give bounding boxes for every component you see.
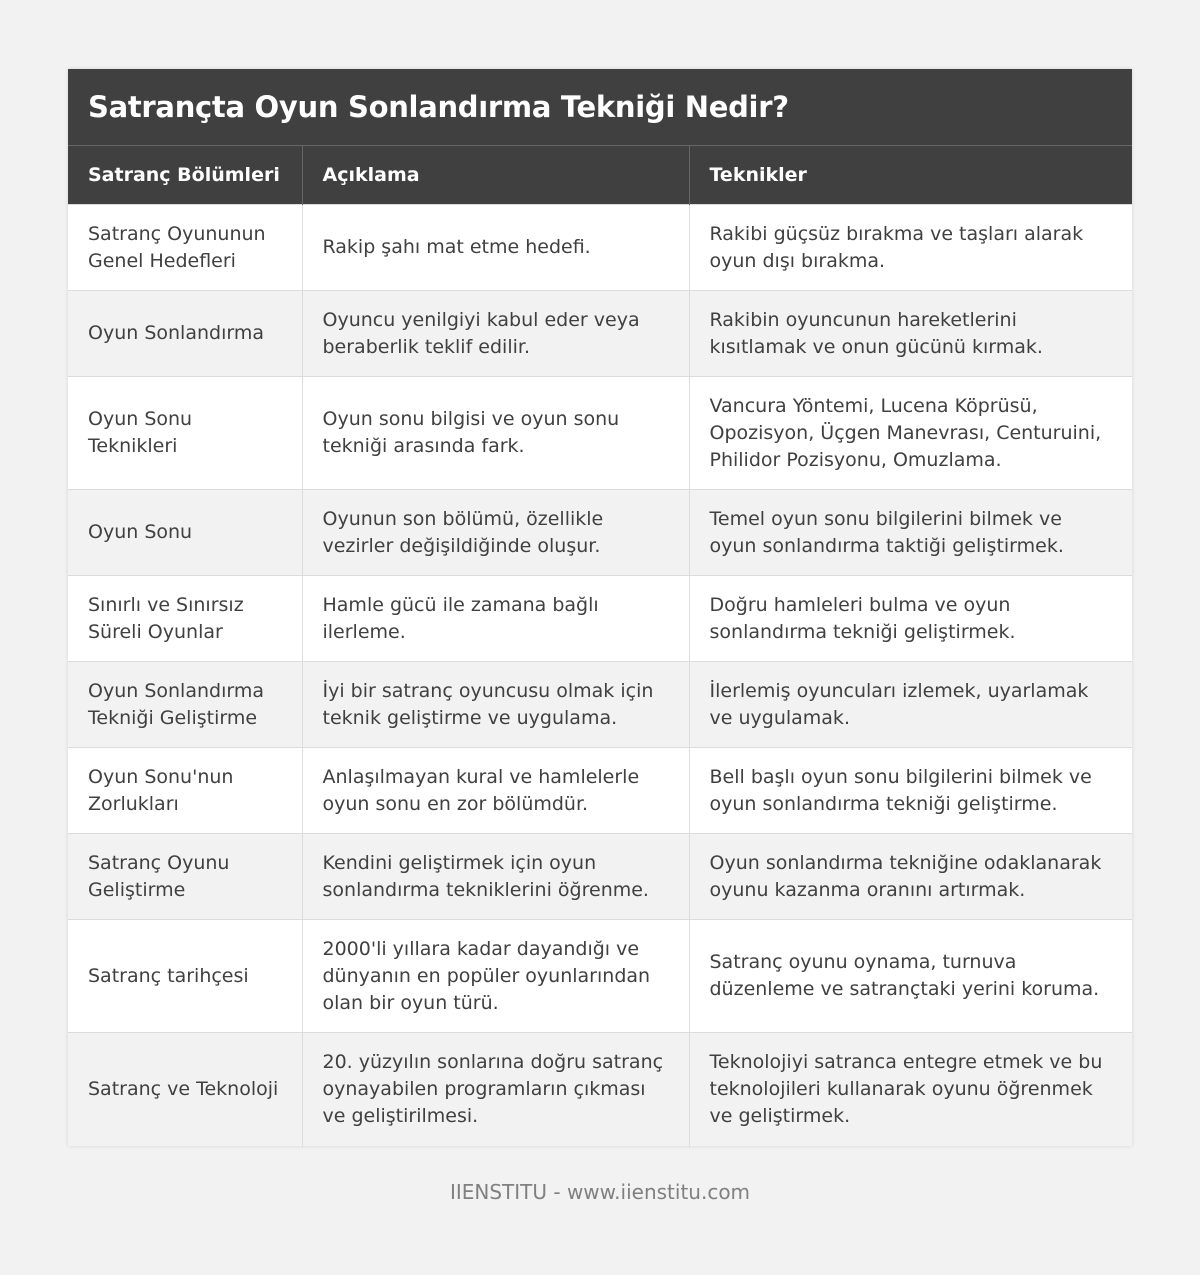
cell-description: Oyuncu yenilgiyi kabul eder veya beraberlik teklif edilir. — [302, 291, 689, 377]
cell-section: Satranç ve Teknoloji — [68, 1033, 302, 1146]
cell-section: Satranç Oyunu Geliştirme — [68, 834, 302, 920]
data-table — [68, 145, 1132, 1146]
cell-techniques: Temel oyun sonu bilgilerini bilmek ve oyun sonlandırma taktiği geliştirmek. — [689, 490, 1132, 576]
table-row — [68, 834, 1132, 920]
table-row — [68, 205, 1132, 291]
table-row — [68, 748, 1132, 834]
cell-section: Oyun Sonu'nun Zorlukları — [68, 748, 302, 834]
cell-techniques: Vancura Yöntemi, Lucena Köprüsü, Opozisyon, Üçgen Manevrası, Centuruini, Philidor Pozisyonu, Omuzlama. — [689, 377, 1132, 490]
page-title: Satrançta Oyun Sonlandırma Tekniği Nedir? — [88, 90, 789, 124]
table-card — [68, 69, 1132, 1146]
cell-techniques: Rakibin oyuncunun hareketlerini kısıtlamak ve onun gücünü kırmak. — [689, 291, 1132, 377]
cell-description: İyi bir satranç oyuncusu olmak için teknik geliştirme ve uygulama. — [302, 662, 689, 748]
table-row — [68, 662, 1132, 748]
table-row — [68, 920, 1132, 1033]
footer-credit: IIENSTITU - www.iienstitu.com — [449, 1180, 751, 1204]
cell-section: Satranç Oyununun Genel Hedefleri — [68, 205, 302, 291]
cell-section: Oyun Sonu Teknikleri — [68, 377, 302, 490]
column-header-sections: Satranç Bölümleri — [68, 146, 302, 205]
column-header-techniques: Teknikler — [689, 146, 1132, 205]
cell-techniques: Doğru hamleleri bulma ve oyun sonlandırma tekniği geliştirmek. — [689, 576, 1132, 662]
cell-section: Satranç tarihçesi — [68, 920, 302, 1033]
cell-techniques: Oyun sonlandırma tekniğine odaklanarak oyunu kazanma oranını artırmak. — [689, 834, 1132, 920]
table-row — [68, 490, 1132, 576]
cell-section: Oyun Sonu — [68, 490, 302, 576]
cell-description: Anlaşılmayan kural ve hamlelerle oyun sonu en zor bölümdür. — [302, 748, 689, 834]
cell-techniques: Teknolojiyi satranca entegre etmek ve bu teknolojileri kullanarak oyunu öğrenmek ve geliştirmek. — [689, 1033, 1132, 1146]
cell-description: Oyun sonu bilgisi ve oyun sonu tekniği arasında fark. — [302, 377, 689, 490]
cell-techniques: Satranç oyunu oynama, turnuva düzenleme ve satrançtaki yerini koruma. — [689, 920, 1132, 1033]
cell-description: 2000'li yıllara kadar dayandığı ve dünyanın en popüler oyunlarından olan bir oyun türü. — [302, 920, 689, 1033]
column-header-description: Açıklama — [302, 146, 689, 205]
cell-section: Sınırlı ve Sınırsız Süreli Oyunlar — [68, 576, 302, 662]
cell-description: 20. yüzyılın sonlarına doğru satranç oynayabilen programların çıkması ve geliştirilmesi. — [302, 1033, 689, 1146]
header-row — [68, 146, 1132, 205]
table-row — [68, 291, 1132, 377]
table-row — [68, 377, 1132, 490]
cell-description: Oyunun son bölümü, özellikle vezirler değişildiğinde oluşur. — [302, 490, 689, 576]
cell-section: Oyun Sonlandırma — [68, 291, 302, 377]
cell-section: Oyun Sonlandırma Tekniği Geliştirme — [68, 662, 302, 748]
cell-description: Rakip şahı mat etme hedefi. — [302, 205, 689, 291]
cell-description: Hamle gücü ile zamana bağlı ilerleme. — [302, 576, 689, 662]
cell-techniques: Rakibi güçsüz bırakma ve taşları alarak oyun dışı bırakma. — [689, 205, 1132, 291]
cell-techniques: Bell başlı oyun sonu bilgilerini bilmek ve oyun sonlandırma tekniği geliştirme. — [689, 748, 1132, 834]
table-row — [68, 1033, 1132, 1146]
title-bar — [68, 69, 1132, 145]
cell-description: Kendini geliştirmek için oyun sonlandırma tekniklerini öğrenme. — [302, 834, 689, 920]
cell-techniques: İlerlemiş oyuncuları izlemek, uyarlamak ve uygulamak. — [689, 662, 1132, 748]
table-row — [68, 576, 1132, 662]
